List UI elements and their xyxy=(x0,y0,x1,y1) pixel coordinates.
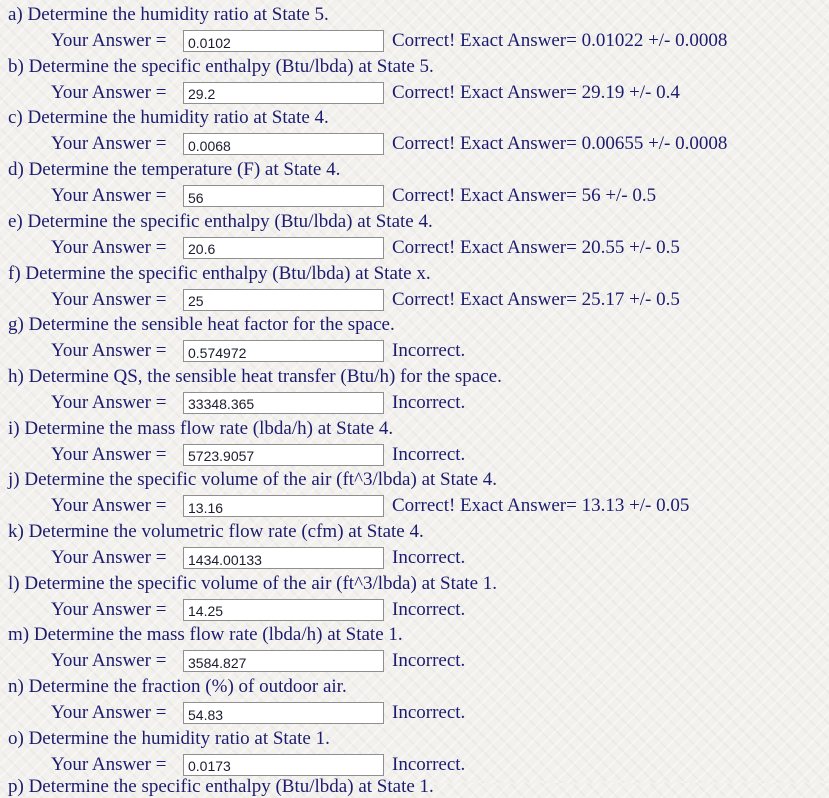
answer-row xyxy=(0,237,829,261)
question-prompt: i) Determine the mass flow rate (lbda/h) at State 4. xyxy=(8,417,394,439)
answer-input[interactable] xyxy=(183,237,384,259)
answer-row xyxy=(0,702,829,726)
answer-row xyxy=(0,289,829,313)
answer-feedback: Correct! Exact Answer= 13.13 +/- 0.05 xyxy=(392,495,690,517)
answer-label: Your Answer = xyxy=(51,391,167,413)
answer-input[interactable] xyxy=(183,754,384,776)
answer-row xyxy=(0,599,829,623)
question-prompt: b) Determine the specific enthalpy (Btu/lbda) at State 5. xyxy=(8,55,434,77)
answer-label: Your Answer = xyxy=(51,495,167,517)
answer-label: Your Answer = xyxy=(51,650,167,672)
answer-row xyxy=(0,340,829,364)
answer-feedback: Correct! Exact Answer= 0.01022 +/- 0.0008 xyxy=(392,30,728,51)
answer-feedback: Correct! Exact Answer= 0.00655 +/- 0.0008 xyxy=(392,133,728,155)
answer-label: Your Answer = xyxy=(51,598,167,620)
answer-feedback: Correct! Exact Answer= 25.17 +/- 0.5 xyxy=(392,288,680,310)
answer-row xyxy=(0,547,829,571)
answer-row xyxy=(0,185,829,209)
answer-feedback: Incorrect. xyxy=(392,702,466,724)
answer-feedback: Correct! Exact Answer= 20.55 +/- 0.5 xyxy=(392,236,680,258)
answer-input[interactable] xyxy=(183,547,384,569)
answer-input[interactable] xyxy=(183,133,384,155)
answer-label: Your Answer = xyxy=(51,30,167,51)
answer-label: Your Answer = xyxy=(51,547,167,568)
answer-feedback: Incorrect. xyxy=(392,753,466,775)
answer-feedback: Incorrect. xyxy=(392,598,466,620)
question-prompt: c) Determine the humidity ratio at State 4. xyxy=(8,107,329,129)
answer-label: Your Answer = xyxy=(51,702,167,724)
question-prompt: n) Determine the fraction (%) of outdoor air. xyxy=(8,676,347,698)
answer-input[interactable] xyxy=(183,650,384,672)
answer-input[interactable] xyxy=(183,185,384,207)
answer-feedback: Incorrect. xyxy=(392,443,466,465)
answer-input[interactable] xyxy=(183,340,384,362)
question-prompt: a) Determine the humidity ratio at State 5. xyxy=(8,4,329,25)
answer-input[interactable] xyxy=(183,495,384,517)
answer-label: Your Answer = xyxy=(51,236,167,258)
answer-row xyxy=(0,133,829,157)
answer-input[interactable] xyxy=(183,289,384,311)
question-prompt: h) Determine QS, the sensible heat transfer (Btu/h) for the space. xyxy=(8,365,502,387)
answer-feedback: Incorrect. xyxy=(392,340,466,362)
answer-input[interactable] xyxy=(183,599,384,621)
answer-row xyxy=(0,495,829,519)
answer-label: Your Answer = xyxy=(51,288,167,310)
answer-input[interactable] xyxy=(183,444,384,466)
question-prompt: o) Determine the humidity ratio at State 1. xyxy=(8,727,330,749)
answer-input[interactable] xyxy=(183,82,384,104)
question-prompt: k) Determine the volumetric flow rate (cfm) at State 4. xyxy=(8,521,424,542)
answer-label: Your Answer = xyxy=(51,753,167,775)
answer-row xyxy=(0,444,829,468)
question-prompt: j) Determine the specific volume of the air (ft^3/lbda) at State 4. xyxy=(8,469,498,491)
answer-label: Your Answer = xyxy=(51,81,167,103)
partial-question-prompt: p) Determine the specific enthalpy (Btu/lbda) at State 1. xyxy=(8,776,434,797)
answer-row xyxy=(0,82,829,106)
answer-label: Your Answer = xyxy=(51,185,167,207)
question-prompt: d) Determine the temperature (F) at State 4. xyxy=(8,159,341,181)
answer-row xyxy=(0,30,829,54)
question-prompt: e) Determine the specific enthalpy (Btu/lbda) at State 4. xyxy=(8,210,433,232)
answer-feedback: Correct! Exact Answer= 29.19 +/- 0.4 xyxy=(392,81,680,103)
answer-input[interactable] xyxy=(183,702,384,724)
answer-input[interactable] xyxy=(183,30,384,52)
question-prompt: g) Determine the sensible heat factor for the space. xyxy=(8,314,395,336)
answer-feedback: Incorrect. xyxy=(392,391,466,413)
answer-label: Your Answer = xyxy=(51,133,167,155)
answer-feedback: Incorrect. xyxy=(392,650,466,672)
answer-feedback: Incorrect. xyxy=(392,547,466,568)
answer-row xyxy=(0,754,829,778)
answer-label: Your Answer = xyxy=(51,443,167,465)
question-prompt: m) Determine the mass flow rate (lbda/h) at State 1. xyxy=(8,624,403,646)
answer-row xyxy=(0,392,829,416)
answer-label: Your Answer = xyxy=(51,340,167,362)
answer-row xyxy=(0,650,829,674)
question-prompt: f) Determine the specific enthalpy (Btu/lbda) at State x. xyxy=(8,262,431,284)
question-prompt: l) Determine the specific volume of the air (ft^3/lbda) at State 1. xyxy=(8,572,498,594)
answer-input[interactable] xyxy=(183,392,384,414)
answer-feedback: Correct! Exact Answer= 56 +/- 0.5 xyxy=(392,185,657,207)
